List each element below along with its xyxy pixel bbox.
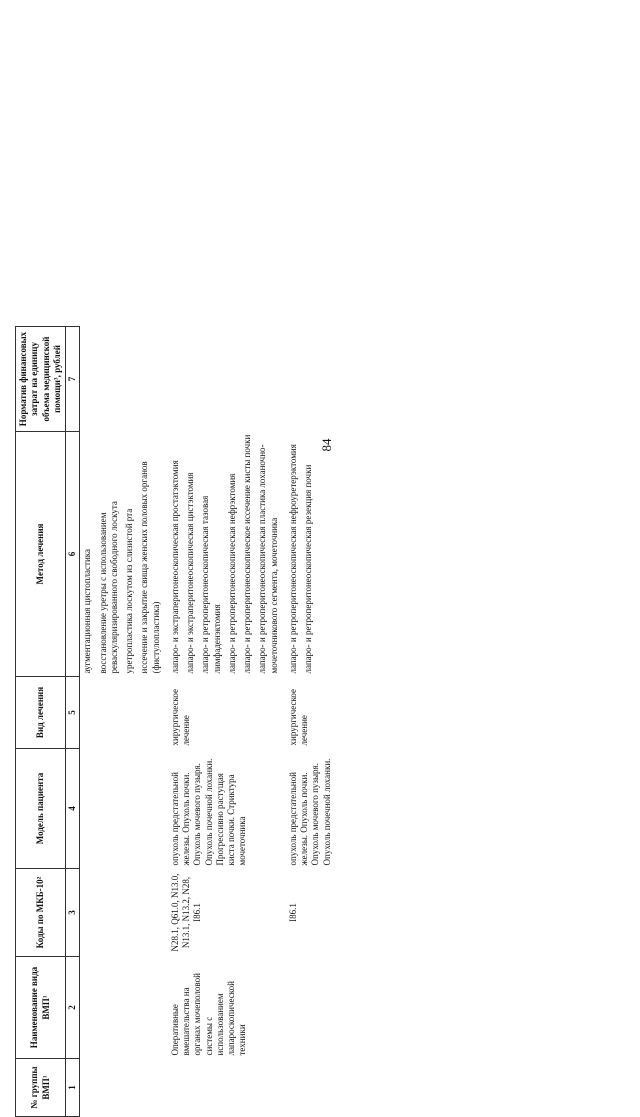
header-cost-norm: Норматив финансовых затрат на единицу объема медицинской помощи³, рублей [16,327,66,432]
table-row [80,327,168,1117]
method-item: аугментационная цистопластика [82,548,93,674]
treatment-type-cell: хирургическое лечение [169,689,191,746]
column-number: 3 [66,869,80,957]
method-item: уретропластика лоскутом из слизистой рта [124,508,134,674]
header-vmp-name: Наименование вида ВМП¹ [16,957,66,1059]
header-group-number: № группы ВМП¹ [16,1059,66,1117]
header-row [16,327,66,1117]
method-item: лапаро- и экстраперитонеоскопическая простатэктомия [169,460,180,674]
header-treatment-method: Метод лечения [16,432,66,677]
treatment-methods-cell [80,432,168,677]
vmp-table [15,326,335,1117]
icd-codes-cell: I86.1 [287,903,298,922]
column-number: 7 [66,327,80,432]
icd-codes-cell: N28.1, Q61.0, N13.0, N13.1, N13.2, N28, I86.1 [169,873,203,952]
column-number: 6 [66,432,80,677]
vmp-name-cell: Оперативные вмешательства на органах мочеполовой системы с использованием лапароскопической техники [169,973,248,1056]
method-item: восстановление уретры с использованием реваскуляризированного свободного лоскута [97,501,119,674]
page-number: 84 [319,438,334,452]
treatment-methods-cell [168,432,286,677]
column-number: 5 [66,677,80,749]
rotated-table-page [15,327,535,1117]
method-item: лапаро- и ретроперитонеоскопическая нефрэктомия [226,473,237,674]
header-icd-codes: Коды по МКБ-10² [16,869,66,957]
method-item: лапаро- и экстраперитонеоскопическая цистэктомия [185,472,195,674]
table-row [168,327,286,1117]
table-row [286,327,335,1117]
method-item: лапаро- и ретроперитонеоскопическая резекция почки [303,464,313,674]
header-patient-model: Модель пациента [16,749,66,869]
header-treatment-type: Вид лечения [16,677,66,749]
column-number: 4 [66,749,80,869]
method-item: лапаро- и ретроперитонеоскопическая нефроуретерэктомия [287,444,298,674]
patient-model-cell: опухоль предстательной железы. Опухоль почки. Опухоль мочевого пузыря. Опухоль почечной лоханки. [287,758,332,866]
treatment-type-cell: хирургическое лечение [287,689,309,746]
method-item: лапаро- и ретроперитонеоскопическая тазовая лимфаденэктомия [200,495,222,674]
patient-model-cell: опухоль предстательной железы. Опухоль почки. Опухоль мочевого пузыря. Опухоль почечной лоханки. Прогрессивно растущая киста почки. Стриктура мочеточника [169,758,248,866]
column-number-row [66,327,80,1117]
method-item: иссечение и закрытие свища женских половых органов (фистулопластика) [139,461,161,674]
method-item: лапаро- и ретроперитонеоскопическое иссечение кисты почки [242,434,252,674]
method-item: лапаро- и ретроперитонеоскопическая пластика лоханочно-мочеточникового сегмента, мочеточника [257,444,279,674]
treatment-methods-cell [286,432,335,677]
column-number: 2 [66,957,80,1059]
column-number: 1 [66,1059,80,1117]
